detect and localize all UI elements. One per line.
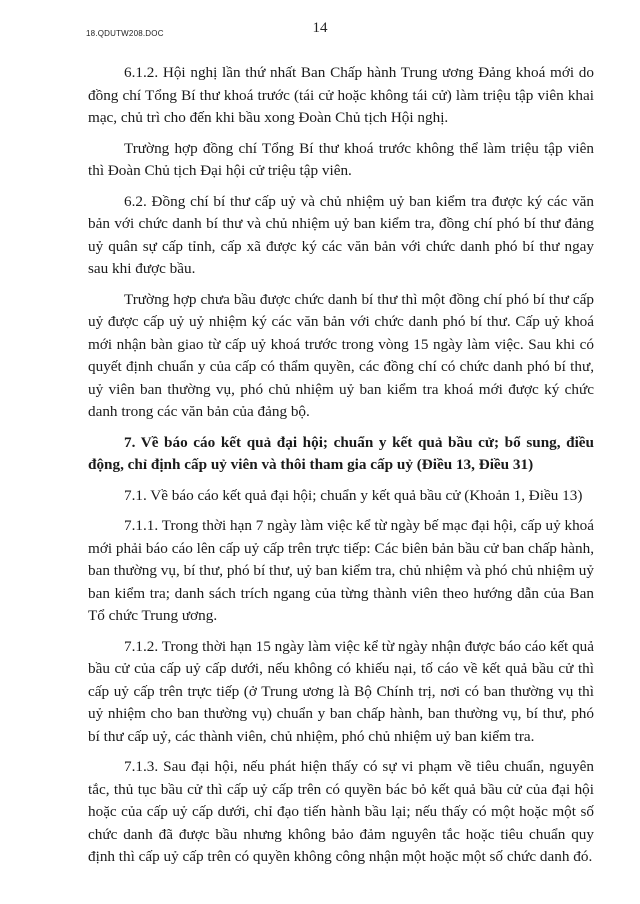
- paragraph-7-1-3: 7.1.3. Sau đại hội, nếu phát hiện thấy có sự vi phạm về tiêu chuẩn, nguyên tắc, thủ tục bầu cử thì cấp uỷ cấp trên có quyền bác bỏ kết quả bầu cử của đại hội hoặc của cấp uỷ cấp dưới, chỉ đạo tiến hành bầu lại; nếu thấy có một hoặc một số chức danh đã được bầu nhưng không bảo đảm nguyên tắc hoặc tiêu chuẩn quy định thì cấp uỷ cấp trên có quyền không công nhận một hoặc một số chức danh đó.: [88, 758, 594, 865]
- page-number: 14: [312, 20, 328, 36]
- paragraph-6-2: 6.2. Đồng chí bí thư cấp uỷ và chủ nhiệm uỷ ban kiểm tra được ký các văn bản với chức danh bí thư và chủ nhiệm uỷ ban kiểm tra, đồng chí phó bí thư đảng uỷ quân sự cấp tỉnh, cấp xã được ký các văn bản với chức danh phó bí thư ngay sau khi được bầu.: [88, 192, 594, 277]
- paragraph-6-2-case: Trường hợp chưa bầu được chức danh bí thư thì một đồng chí phó bí thư cấp uỷ được cấp uỷ uỷ nhiệm ký các văn bản với chức danh phó bí thư. Cấp uỷ khoá mới nhận bàn giao từ cấp uỷ khoá trước trong vòng 15 ngày làm việc. Sau khi có quyết định chuẩn y của cấp có thẩm quyền, các đồng chí có chức danh phó bí thư, uỷ viên ban thường vụ, phó chủ nhiệm uỷ ban kiểm tra khoá mới được ký chức danh trong các văn bản của đảng bộ.: [88, 290, 594, 420]
- section-heading-7: 7. Về báo cáo kết quả đại hội; chuẩn y kết quả bầu cử; bổ sung, điều động, chỉ định cấp uỷ viên và thôi tham gia cấp uỷ (Điều 13, Điều 31): [88, 433, 594, 473]
- document-body: [88, 62, 594, 877]
- paragraph-7-1-2: 7.1.2. Trong thời hạn 15 ngày làm việc kể từ ngày nhận được báo cáo kết quả bầu cử của cấp uỷ cấp dưới, nếu không có khiếu nại, tố cáo về kết quả bầu cử thì cấp uỷ cấp trên trực tiếp (ở Trung ương là Bộ Chính trị, nơi có ban thường vụ thì uỷ nhiệm cho ban thường vụ) chuẩn y ban chấp hành, ban thường vụ, bí thư, phó bí thư cấp uỷ, các thành viên, chủ nhiệm, phó chủ nhiệm uỷ ban kiểm tra.: [88, 637, 594, 745]
- paragraph-7-1-1: 7.1.1. Trong thời hạn 7 ngày làm việc kể từ ngày bế mạc đại hội, cấp uỷ khoá mới phải báo cáo lên cấp uỷ cấp trên trực tiếp: Các biên bản bầu cử ban chấp hành, ban thường vụ, bí thư, phó bí thư, uỷ ban kiểm tra, chủ nhiệm và phó chủ nhiệm uỷ ban kiểm tra; danh sách trích ngang của từng thành viên theo hướng dẫn của Ban Tổ chức Trung ương.: [88, 517, 594, 624]
- paragraph-7-1: 7.1. Về báo cáo kết quả đại hội; chuẩn y kết quả bầu cử (Khoản 1, Điều 13): [124, 486, 583, 504]
- file-name-label: 18.QDUTW208.DOC: [86, 29, 164, 38]
- paragraph-6-1-2-case: Trường hợp đồng chí Tổng Bí thư khoá trước không thể làm triệu tập viên thì Đoàn Chủ tịch Đại hội cử triệu tập viên.: [88, 139, 594, 179]
- paragraph-6-1-2: 6.1.2. Hội nghị lần thứ nhất Ban Chấp hành Trung ương Đảng khoá mới do đồng chí Tổng Bí thư khoá trước (tái cử hoặc không tái cử) làm triệu tập viên khai mạc, chủ trì cho đến khi bầu xong Đoàn Chủ tịch Hội nghị.: [88, 64, 594, 126]
